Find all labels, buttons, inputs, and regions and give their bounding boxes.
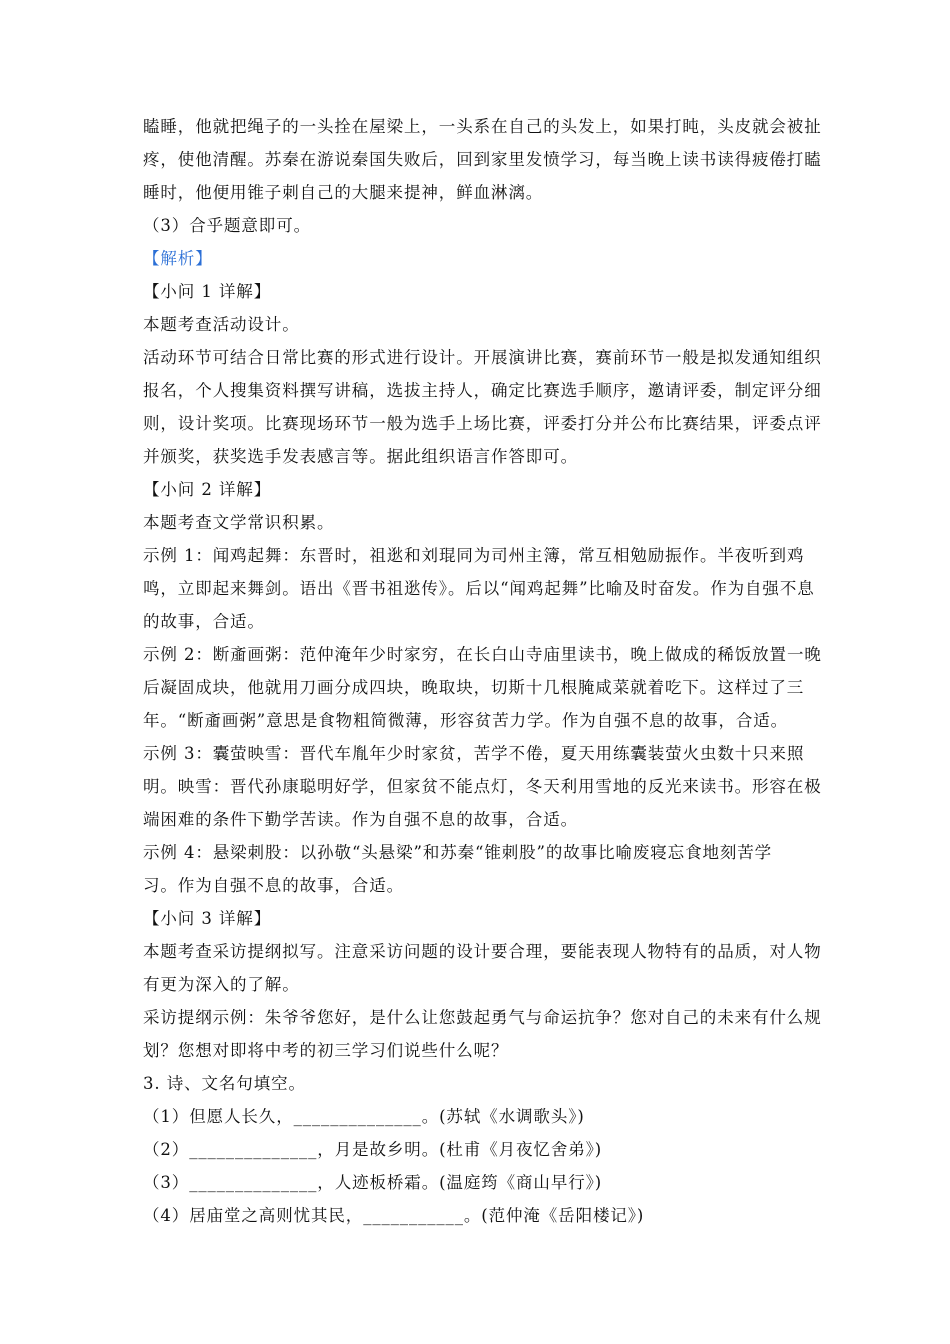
text-line: 划？您想对即将中考的初三学习们说些什么呢？ — [143, 1041, 509, 1060]
example-3-line: 示例 3：囊萤映雪：晋代车胤年少时家贫，苦学不倦，夏天用练囊装萤火虫数十只来照 — [143, 744, 805, 763]
text-line: 习。作为自强不息的故事，合适。 — [143, 876, 404, 895]
text-line: 鸣，立即起来舞剑。语出《晋书祖逖传》。后以“闻鸡起舞”比喻及时奋发。作为自强不息 — [143, 579, 815, 598]
fill-blank-item-3: （3）______________，人迹板桥霜。(温庭筠《商山早行》) — [143, 1173, 603, 1192]
subquestion-1-heading: 【小问 1 详解】 — [143, 282, 272, 301]
text-line: 报名，个人搜集资料撰写讲稿，选拔主持人，确定比赛选手顺序，邀请评委，制定评分细 — [143, 381, 822, 400]
text-line: 并颁奖，获奖选手发表感言等。据此组织语言作答即可。 — [143, 447, 578, 466]
text-line: 疼，使他清醒。苏秦在游说秦国失败后，回到家里发愤学习，每当晚上读书读得疲倦打瞌 — [143, 150, 822, 169]
question-3-heading: 3. 诗、文名句填空。 — [143, 1074, 306, 1093]
text-line: 有更为深入的了解。 — [143, 975, 300, 994]
document-page — [143, 110, 822, 1232]
fill-blank-item-1: （1）但愿人长久，______________。(苏轼《水调歌头》) — [143, 1107, 585, 1126]
analysis-heading: 【解析】 — [143, 249, 213, 268]
text-line: 睡时，他便用锥子刺自己的大腿来提神，鲜血淋漓。 — [143, 183, 544, 202]
text-line: 明。映雪：晋代孙康聪明好学，但家贫不能点灯，冬天利用雪地的反光来读书。形容在极 — [143, 777, 822, 796]
text-line: 端困难的条件下勤学苦读。作为自强不息的故事，合适。 — [143, 810, 578, 829]
example-4-line: 示例 4：悬梁刺股：以孙敬“头悬梁”和苏秦“锥刺股”的故事比喻废寝忘食地刻苦学 — [143, 843, 773, 862]
text-line: 本题考查文学常识积累。 — [143, 513, 335, 532]
text-line: 采访提纲示例：朱爷爷您好，是什么让您鼓起勇气与命运抗争？您对自己的未来有什么规 — [143, 1008, 822, 1027]
text-line: 活动环节可结合日常比赛的形式进行设计。开展演讲比赛，赛前环节一般是拟发通知组织 — [143, 348, 822, 367]
answer-item-3: （3）合乎题意即可。 — [143, 216, 311, 235]
text-line: 年。“断齑画粥”意思是食物粗简微薄，形容贫苦力学。作为自强不息的故事，合适。 — [143, 711, 789, 730]
example-1-line: 示例 1：闻鸡起舞：东晋时，祖逖和刘琨同为司州主簿，常互相勉励振作。半夜听到鸡 — [143, 546, 805, 565]
text-line: 本题考查采访提纲拟写。注意采访问题的设计要合理，要能表现人物特有的品质，对人物 — [143, 942, 822, 961]
text-line: 瞌睡，他就把绳子的一头拴在屋梁上，一头系在自己的头发上，如果打盹，头皮就会被扯 — [143, 117, 822, 136]
text-line: 的故事，合适。 — [143, 612, 265, 631]
subquestion-3-heading: 【小问 3 详解】 — [143, 909, 272, 928]
example-2-line: 示例 2：断齑画粥：范仲淹年少时家穷，在长白山寺庙里读书，晚上做成的稀饭放置一晚 — [143, 645, 822, 664]
fill-blank-item-2: （2）______________，月是故乡明。(杜甫《月夜忆舍弟》) — [143, 1140, 603, 1159]
text-line: 则，设计奖项。比赛现场环节一般为选手上场比赛，评委打分并公布比赛结果，评委点评 — [143, 414, 822, 433]
subquestion-2-heading: 【小问 2 详解】 — [143, 480, 272, 499]
text-line: 本题考查活动设计。 — [143, 315, 300, 334]
text-line: 后凝固成块，他就用刀画分成四块，晚取块，切斯十几根腌咸菜就着吃下。这样过了三 — [143, 678, 805, 697]
fill-blank-item-4: （4）居庙堂之高则忧其民，___________。(范仲淹《岳阳楼记》) — [143, 1206, 645, 1225]
